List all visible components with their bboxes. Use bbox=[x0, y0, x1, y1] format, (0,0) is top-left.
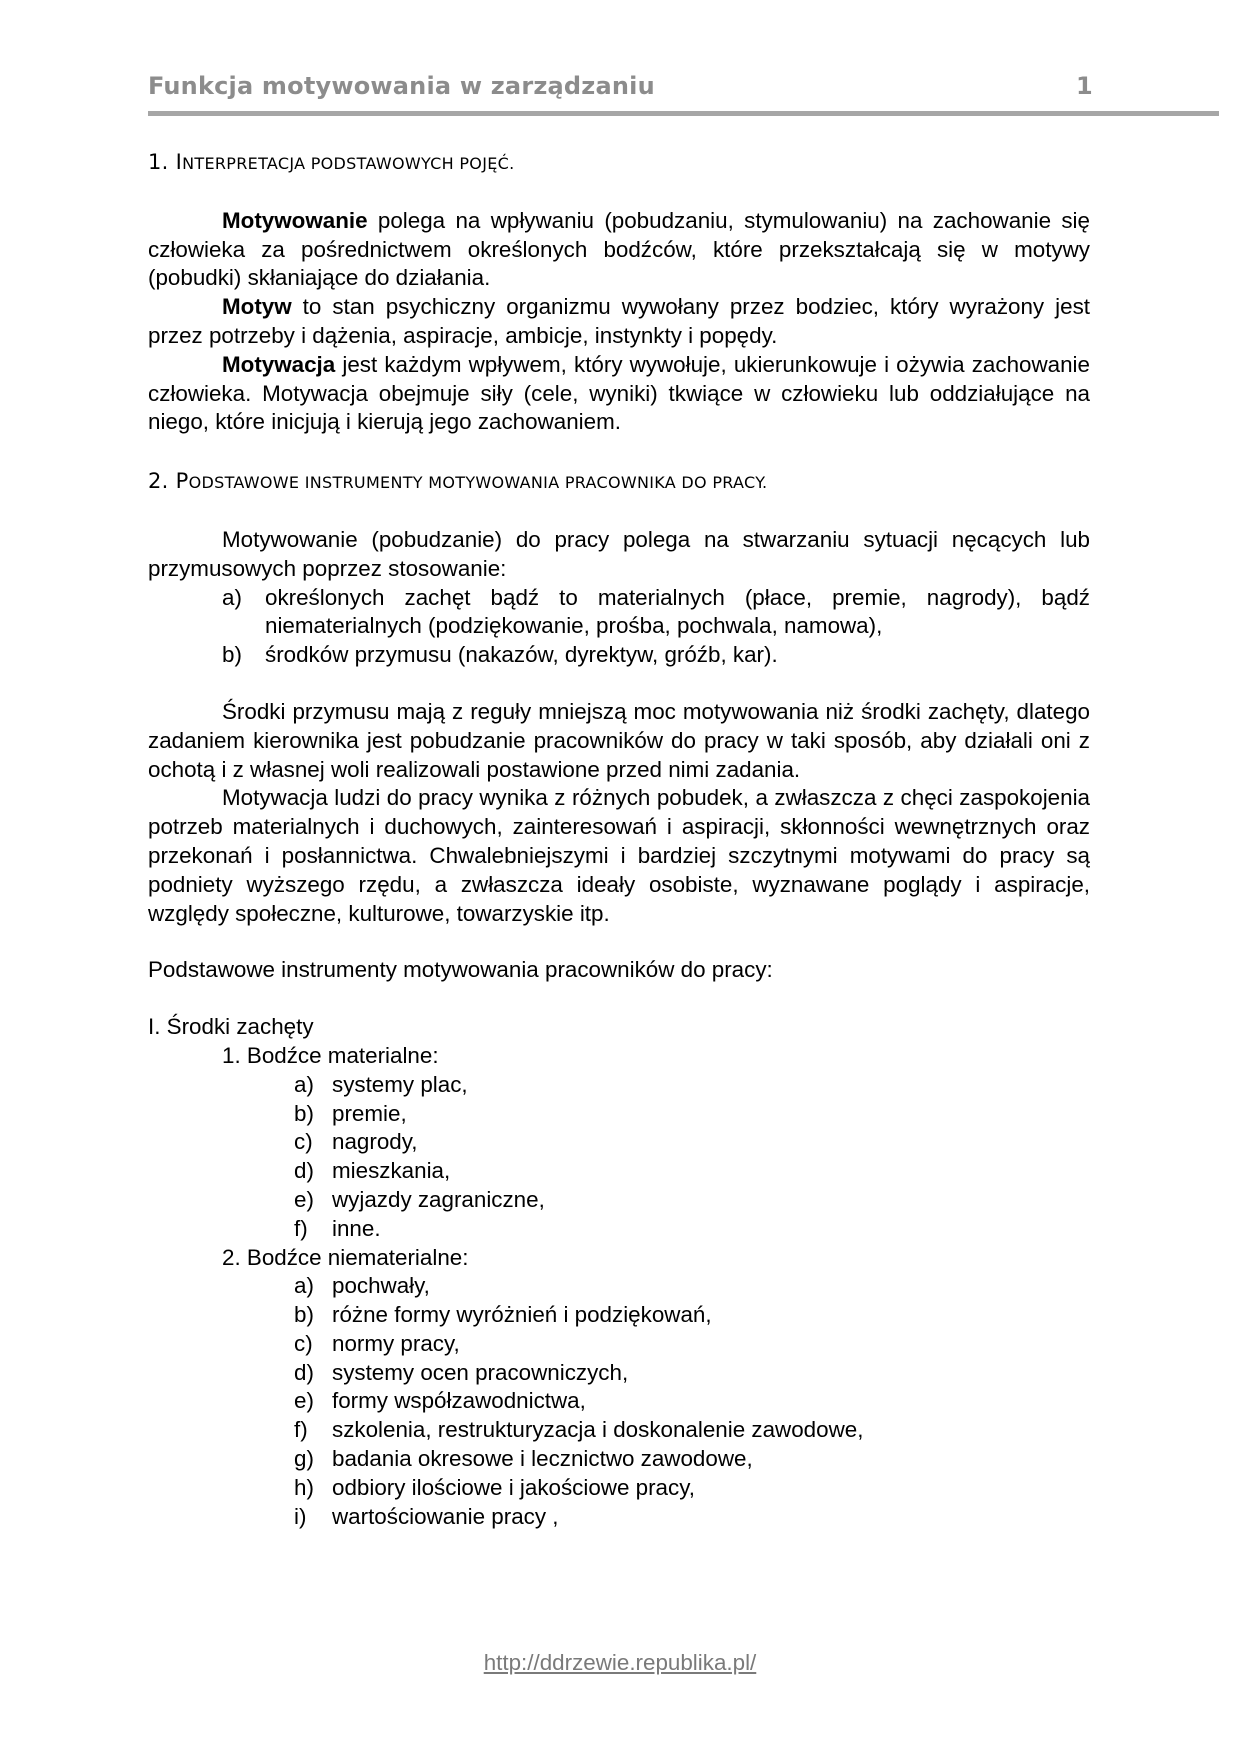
list-marker: i) bbox=[294, 1503, 307, 1529]
list-item-text: formy współzawodnictwa, bbox=[332, 1388, 586, 1414]
list-item-text: systemy ocen pracowniczych, bbox=[332, 1359, 629, 1385]
list-marker: b) bbox=[294, 1302, 314, 1328]
list-item bbox=[148, 1071, 1090, 1100]
list-item bbox=[148, 1272, 1090, 1301]
list-marker: e) bbox=[294, 1388, 314, 1414]
definition-motywowanie bbox=[148, 207, 1090, 293]
paragraph-coercion: Środki przymusu mają z reguły mniejszą moc motywowania niż środki zachęty, dlatego zadaniem kierownika jest pobudzanie pracowników do pracy w taki sposób, aby działali oni z ochotą i z własnej woli realizowali postawione przed nimi zadania. bbox=[148, 698, 1090, 782]
section-number: 1. bbox=[148, 150, 169, 174]
paragraph-motivation: Motywacja ludzi do pracy wynika z różnych pobudek, a zwłaszcza z chęci zaspokojenia potrzeb materialnych i duchowych, zainteresowań i aspiracji, skłonności wewnętrznych oraz przekonań i posłannictwa. Chwalebniejszymi i bardziej szczytnymi motywami do pracy są podniety wyższego rzędu, a zwłaszcza ideały osobiste, wyznawane poglądy i aspiracje, względy społeczne, kulturowe, towarzyskie itp. bbox=[148, 785, 1090, 926]
list-item-text: pochwały, bbox=[332, 1273, 430, 1299]
list-item-text: wyjazdy zagraniczne, bbox=[332, 1186, 545, 1212]
list-item bbox=[148, 1387, 1090, 1416]
list-marker: g) bbox=[294, 1446, 314, 1472]
intro-paragraph: Motywowanie (pobudzanie) do pracy polega na stwarzaniu sytuacji nęcących lub przymusowych poprzez stosowanie: bbox=[148, 526, 1090, 581]
group-title: I. Środki zachęty bbox=[148, 1014, 314, 1040]
list-item bbox=[148, 641, 1090, 670]
instruments-title: Podstawowe instrumenty motywowania pracowników do pracy: bbox=[148, 957, 773, 983]
list-item-text: środków przymusu (nakazów, dyrektyw, gróźb, kar). bbox=[265, 642, 778, 668]
page-header bbox=[148, 70, 1091, 114]
list-item bbox=[148, 1330, 1090, 1359]
definition-motywacja bbox=[148, 351, 1090, 437]
list-item bbox=[148, 1359, 1090, 1388]
section-number: 2. bbox=[148, 469, 169, 494]
list-marker: a) bbox=[294, 1273, 314, 1299]
list-marker: b) bbox=[294, 1100, 314, 1126]
list-item bbox=[148, 1186, 1090, 1215]
list-item-text: wartościowanie pracy , bbox=[332, 1503, 559, 1529]
page-number: 1 bbox=[1076, 72, 1093, 100]
list-marker: c) bbox=[294, 1330, 313, 1356]
header-divider bbox=[148, 111, 1219, 116]
list-item bbox=[148, 584, 1090, 642]
nonmaterial-stimuli-list bbox=[148, 1272, 1090, 1531]
list-item-text: szkolenia, restrukturyzacja i doskonalenie zawodowe, bbox=[332, 1417, 864, 1443]
definition-term: Motywowanie bbox=[222, 207, 368, 233]
list-item-text: mieszkania, bbox=[332, 1158, 451, 1184]
intro-list bbox=[148, 584, 1090, 670]
definition-term: Motywacja bbox=[222, 351, 336, 377]
list-item-text: premie, bbox=[332, 1100, 407, 1126]
list-marker: c) bbox=[294, 1129, 313, 1155]
list-item bbox=[148, 1416, 1090, 1445]
section-heading-initial: I bbox=[175, 150, 183, 174]
list-item bbox=[148, 1128, 1090, 1157]
document-body bbox=[148, 148, 1090, 1531]
list-item bbox=[148, 1503, 1090, 1532]
list-item bbox=[148, 1100, 1090, 1129]
list-marker: b) bbox=[222, 642, 242, 668]
list-item bbox=[148, 1445, 1090, 1474]
nonmaterial-stimuli-title: 2. Bodźce niematerialne: bbox=[222, 1244, 469, 1270]
list-item bbox=[148, 1301, 1090, 1330]
list-item-text: systemy plac, bbox=[332, 1071, 468, 1097]
definition-text: polega na wpływaniu (pobudzaniu, stymulowaniu) na zachowanie się człowieka za pośrednictwem określonych bodźców, które przekształcają się w motywy (pobudki) skłaniające do działania. bbox=[148, 207, 1090, 291]
section-heading-text: NTERPRETACJA PODSTAWOWYCH POJĘĆ. bbox=[182, 154, 515, 173]
list-item-text: różne formy wyróżnień i podziękowań, bbox=[332, 1302, 712, 1328]
list-item-text: badania okresowe i lecznictwo zawodowe, bbox=[332, 1446, 753, 1472]
list-marker: h) bbox=[294, 1474, 314, 1500]
list-item-text: określonych zachęt bądź to materialnych (płace, premie, nagrody), bądź niematerialnych (podziękowanie, prośba, pochwala, namowa), bbox=[265, 584, 1090, 639]
list-marker: a) bbox=[294, 1071, 314, 1097]
list-marker: a) bbox=[222, 584, 242, 610]
page-footer bbox=[0, 1650, 1240, 1676]
list-item-text: normy pracy, bbox=[332, 1330, 460, 1356]
section-heading-initial: P bbox=[175, 469, 189, 494]
document-title: Funkcja motywowania w zarządzaniu bbox=[148, 72, 655, 100]
definition-term: Motyw bbox=[222, 294, 292, 320]
list-marker: f) bbox=[294, 1215, 308, 1241]
list-item-text: odbiory ilościowe i jakościowe pracy, bbox=[332, 1474, 695, 1500]
material-stimuli-title: 1. Bodźce materialne: bbox=[222, 1042, 439, 1068]
list-marker: d) bbox=[294, 1359, 314, 1385]
list-item-text: inne. bbox=[332, 1215, 381, 1241]
list-marker: d) bbox=[294, 1158, 314, 1184]
definition-text: jest każdym wpływem, który wywołuje, ukierunkowuje i ożywia zachowanie człowieka. Motywacja obejmuje siły (cele, wyniki) tkwiące w człowieku lub oddziałujące na niego, które inicjują i kierują jego zachowaniem. bbox=[148, 351, 1090, 435]
section-heading-text: ODSTAWOWE INSTRUMENTY MOTYWOWANIA PRACOWNIKA DO PRACY. bbox=[188, 473, 768, 493]
list-item-text: nagrody, bbox=[332, 1129, 418, 1155]
list-item bbox=[148, 1215, 1090, 1244]
source-link[interactable]: http://ddrzewie.republika.pl/ bbox=[483, 1650, 757, 1675]
definition-motyw bbox=[148, 293, 1090, 351]
section-heading-2 bbox=[148, 467, 1090, 498]
material-stimuli-list bbox=[148, 1071, 1090, 1244]
list-item bbox=[148, 1474, 1090, 1503]
definition-text: to stan psychiczny organizmu wywołany przez bodziec, który wyrażony jest przez potrzeby i dążenia, aspiracje, ambicje, instynkty i popędy. bbox=[148, 294, 1090, 348]
list-marker: e) bbox=[294, 1186, 314, 1212]
list-marker: f) bbox=[294, 1417, 308, 1443]
section-heading-1 bbox=[148, 148, 1090, 179]
list-item bbox=[148, 1157, 1090, 1186]
